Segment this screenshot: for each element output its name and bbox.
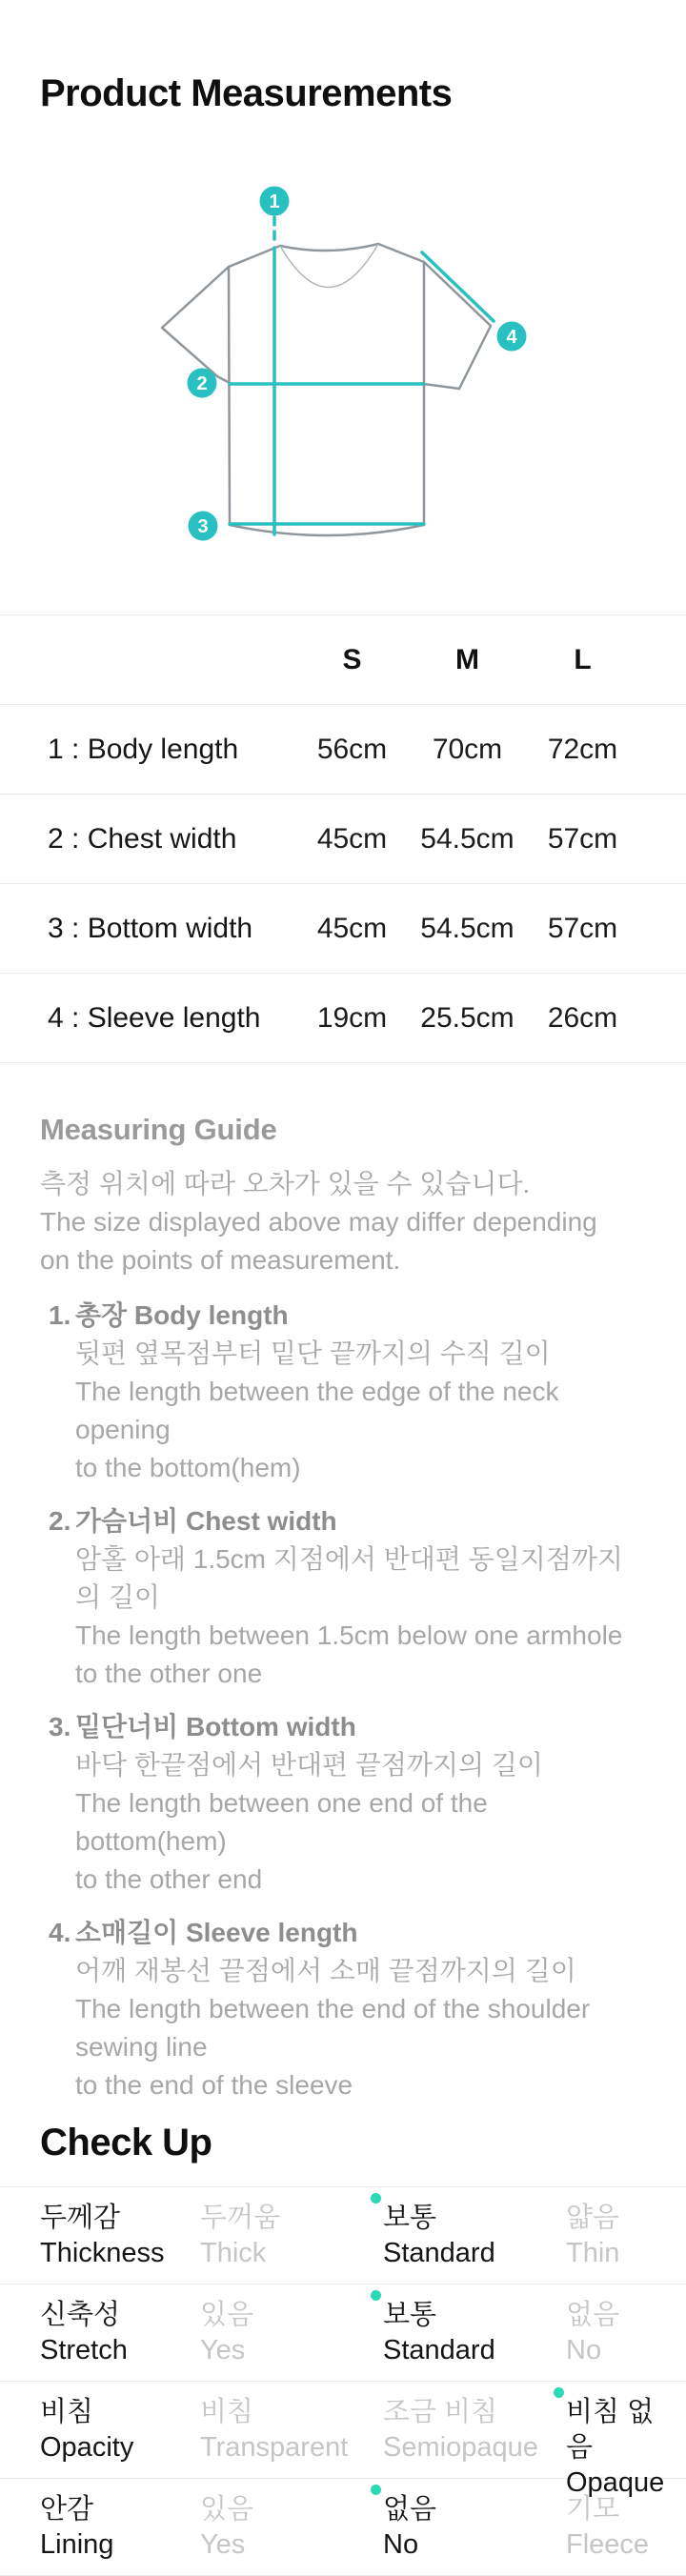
row-label: 1 : Body length: [48, 733, 239, 765]
intro-line: The size displayed above may differ depending: [40, 1207, 597, 1237]
measurement-lines: [230, 217, 494, 534]
measuring-guide-section: [0, 1110, 686, 2104]
checkup-label: 비침 Opacity: [40, 2397, 134, 2463]
intro-line: on the points of measurement.: [40, 1245, 401, 1275]
checkup-row-opacity: [0, 2382, 686, 2498]
item-desc: The length between one end of the bottom(hem): [75, 1788, 488, 1856]
cell-l: 57cm: [547, 822, 618, 855]
sleeve-length-line: [422, 252, 494, 321]
table-row-sleeve-length: [0, 974, 686, 1063]
guide-item-bottom-width: [40, 1708, 646, 1899]
item-desc: The length between the end of the shoulder sewing line: [75, 1994, 591, 2062]
cell-s: 19cm: [316, 1001, 388, 1034]
checkup-option-standard-selected: 보통 Standard: [383, 2203, 495, 2268]
checkup-option-semiopaque: 조금 비침 Semiopaque: [383, 2397, 538, 2463]
item-number: 2.: [49, 1506, 71, 1536]
size-table: [0, 614, 686, 1063]
diagram-markers: [188, 187, 527, 541]
item-title: 밑단너비 Bottom width: [75, 1712, 356, 1741]
item-desc: 암홀 아래 1.5cm 지점에서 반대편 동일지점까지의 길이: [75, 1544, 623, 1612]
checkup-row-thickness: [0, 2187, 686, 2284]
checkup-option-thin: 얇음 Thin: [566, 2203, 620, 2268]
size-col-l: L: [574, 643, 592, 675]
item-desc: 어깨 재봉선 끝점에서 소매 끝점까지의 길이: [75, 1956, 576, 1985]
marker-2-label: 2: [196, 373, 208, 394]
marker-3-label: 3: [197, 516, 209, 537]
checkup-label: 두께감 Thickness: [40, 2203, 165, 2268]
cell-s: 45cm: [316, 912, 388, 944]
item-desc: to the other end: [75, 1864, 263, 1894]
checkup-row-stretch: [0, 2284, 686, 2382]
item-desc: 바닥 한끝점에서 반대편 끝점까지의 길이: [75, 1750, 543, 1780]
row-label: 2 : Chest width: [48, 822, 237, 855]
cell-m: 25.5cm: [420, 1001, 514, 1034]
item-title: 소매길이 Sleeve length: [75, 1918, 358, 1947]
item-title: 총장 Body length: [75, 1300, 289, 1330]
cell-s: 56cm: [316, 733, 388, 765]
table-row-body-length: [0, 705, 686, 795]
check-up-table: [0, 2186, 686, 2576]
measuring-guide-intro: [40, 1165, 646, 1279]
checkup-option-no: 없음 No: [566, 2300, 620, 2365]
page-title: Product Measurements: [40, 72, 453, 114]
table-row-bottom-width: [0, 884, 686, 974]
size-table-header-row: [0, 615, 686, 705]
item-title: 가슴너비 Chest width: [75, 1506, 337, 1536]
checkup-option-yes: 있음 Yes: [200, 2494, 254, 2560]
item-desc: The length between 1.5cm below one armhole: [75, 1620, 623, 1650]
check-up-title: Check Up: [40, 2122, 212, 2163]
row-label: 3 : Bottom width: [48, 912, 253, 944]
cell-l: 72cm: [547, 733, 618, 765]
measuring-guide-title: Measuring Guide: [40, 1113, 277, 1146]
cell-l: 57cm: [547, 912, 618, 944]
intro-line: 측정 위치에 따라 오차가 있을 수 있습니다.: [40, 1169, 531, 1198]
item-number: 1.: [49, 1300, 71, 1330]
checkup-option-yes: 있음 Yes: [200, 2300, 254, 2365]
cell-s: 45cm: [316, 822, 388, 855]
item-desc: to the bottom(hem): [75, 1453, 301, 1482]
guide-item-chest-width: [40, 1502, 646, 1693]
checkup-option-thick: 두꺼움 Thick: [200, 2203, 281, 2268]
checkup-row-lining: [0, 2479, 686, 2576]
measuring-guide-list: [40, 1297, 646, 2104]
checkup-option-standard-selected: 보통 Standard: [383, 2300, 495, 2365]
cell-m: 70cm: [432, 733, 503, 765]
cell-m: 54.5cm: [420, 912, 514, 944]
row-label: 4 : Sleeve length: [48, 1001, 261, 1034]
marker-1-label: 1: [269, 191, 280, 212]
tshirt-measurement-diagram: [0, 171, 686, 572]
cell-l: 26cm: [547, 1001, 618, 1034]
item-number: 3.: [49, 1712, 71, 1741]
checkup-option-fleece: 기모 Fleece: [566, 2494, 650, 2560]
checkup-label: 신축성 Stretch: [40, 2300, 128, 2365]
item-number: 4.: [49, 1918, 71, 1947]
cell-m: 54.5cm: [420, 822, 514, 855]
item-desc: to the end of the sleeve: [75, 2070, 353, 2100]
size-col-s: S: [342, 643, 362, 675]
guide-item-sleeve-length: [40, 1914, 646, 2104]
table-row-chest-width: [0, 795, 686, 884]
item-desc: The length between the edge of the neck opening: [75, 1377, 559, 1444]
item-desc: 뒷편 옆목점부터 밑단 끝까지의 수직 길이: [75, 1338, 551, 1368]
marker-4-label: 4: [506, 327, 517, 348]
guide-item-body-length: [40, 1297, 646, 1487]
checkup-option-no-selected: 없음 No: [383, 2494, 437, 2560]
size-col-m: M: [455, 643, 479, 675]
item-desc: to the other one: [75, 1659, 263, 1688]
checkup-option-transparent: 비침 Transparent: [200, 2397, 349, 2463]
checkup-option-opaque-selected: 비침 없음 Opaque: [566, 2397, 665, 2498]
checkup-label: 안감 Lining: [40, 2494, 114, 2560]
